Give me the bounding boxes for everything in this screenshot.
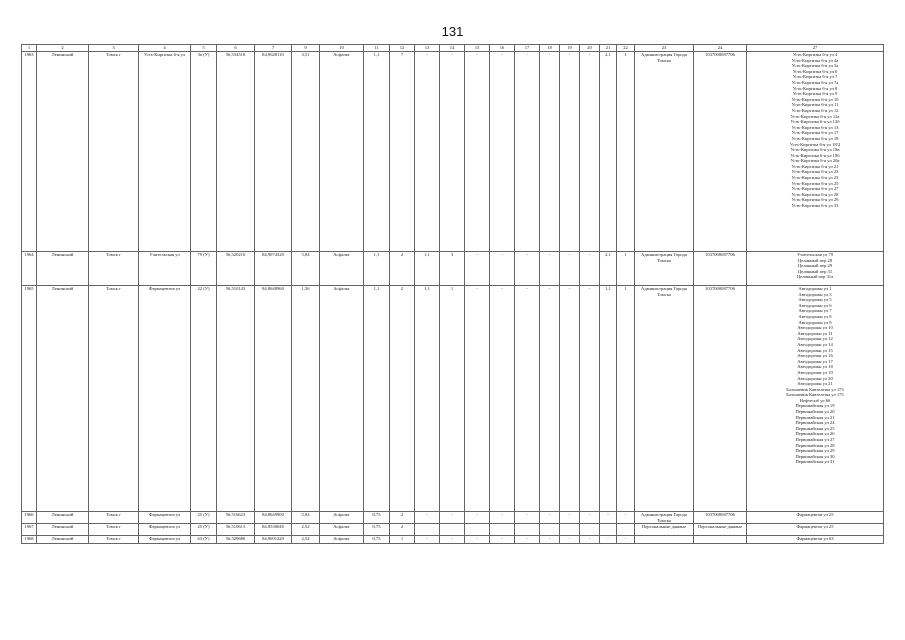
table-cell: Асфальт	[320, 512, 364, 524]
table-cell: -	[617, 512, 635, 524]
table-cell: -	[440, 536, 465, 544]
address-item: Автодорожн ул 11	[797, 330, 833, 336]
table-cell: 1965	[22, 286, 37, 512]
address-item: Автодорожн ул 15	[797, 347, 833, 353]
address-item: Автодорожн ул 18	[797, 364, 833, 370]
table-cell: Администрация Города Томска	[635, 286, 694, 512]
table-cell: 2	[390, 286, 415, 512]
column-number: 15	[465, 45, 490, 52]
table-cell: -	[440, 512, 465, 524]
column-number: 1	[22, 45, 37, 52]
page-number: 131	[441, 24, 464, 39]
table-cell: -	[490, 286, 515, 512]
table-cell: 0,75	[364, 536, 390, 544]
table-cell: -	[600, 536, 617, 544]
table-cell: Усть-Киргизка 6-я ул	[139, 52, 191, 252]
table-cell: 56,510613	[217, 524, 255, 536]
table-cell: -	[540, 52, 560, 252]
address-item: Фармацевтов ул 25	[796, 524, 834, 530]
table-cell: 2	[390, 524, 415, 536]
table-cell: 1	[440, 286, 465, 512]
table-cell: -	[415, 536, 440, 544]
table-cell: 1037000087706	[694, 512, 747, 524]
table-cell: Учительская ул	[139, 252, 191, 286]
table-cell: -	[600, 512, 617, 524]
address-item: Автодорожн ул 12	[797, 336, 833, 342]
table-cell: 2,1	[600, 52, 617, 252]
address-item: Автодорожн ул 20	[797, 375, 833, 381]
address-item: Усть-Киргизка 6-я ул 18в	[790, 147, 840, 153]
address-item: Учительская ул 79	[796, 252, 834, 257]
column-number: 18	[540, 45, 560, 52]
table-row	[22, 512, 884, 524]
address-item: Усть-Киргизка 6-я ул 18б	[790, 152, 840, 158]
table-cell	[635, 536, 694, 544]
address-item: Автодорожн ул 10	[797, 325, 833, 331]
table-cell	[560, 524, 580, 536]
address-item: Первомайская ул 31	[795, 459, 835, 465]
table-cell: 1964	[22, 252, 37, 286]
address-item: Усть-Киргизка 6-я ул 25	[791, 180, 839, 186]
table-cell: 1037000087706	[694, 52, 747, 252]
address-item: Первомайская ул 20	[795, 409, 835, 415]
table-cell: Администрация Города Томска	[635, 252, 694, 286]
table-cell: 1037000087706	[694, 286, 747, 512]
address-item: Первомайская ул 21	[795, 414, 835, 420]
address-item: Усть-Киргизка 6-я ул 7а	[791, 79, 839, 85]
table-cell: 2,1	[600, 252, 617, 286]
table-cell: Администрация Города Томска	[635, 512, 694, 524]
address-item: Первомайская ул 26	[795, 431, 835, 437]
table-cell: 2	[390, 252, 415, 286]
table-cell: -	[560, 252, 580, 286]
table-cell: Томск г	[89, 52, 139, 252]
table-cell: 56,520210	[217, 252, 255, 286]
table-cell: Фармацевтов ул	[139, 524, 191, 536]
address-item: Усть-Киргизка 6-я ул 6	[792, 68, 838, 74]
address-list	[747, 536, 884, 544]
table-cell: Асфальт	[320, 536, 364, 544]
table-cell	[515, 524, 540, 536]
table-cell: -	[540, 252, 560, 286]
table-cell: -	[580, 286, 600, 512]
column-number: 19	[560, 45, 580, 52]
table-cell	[540, 524, 560, 536]
address-item: Большевик Кавтелеша ул 173	[786, 386, 844, 392]
table-cell: Асфальт	[320, 252, 364, 286]
address-item: Усть-Киргизка 6-я ул 20а	[790, 158, 840, 164]
column-number-row	[22, 45, 884, 52]
table-cell: 25 (У)	[191, 512, 217, 524]
table-cell: -	[440, 52, 465, 252]
address-item: Первомайская ул 29	[795, 448, 835, 454]
table-cell: 1	[617, 252, 635, 286]
table-cell: -	[490, 52, 515, 252]
table-cell: 84,8530040	[255, 524, 292, 536]
column-number: 4	[139, 45, 191, 52]
address-item: Усть-Киргизка 6-я ул 12	[791, 107, 839, 113]
table-cell: -	[515, 252, 540, 286]
address-item: Автодорожн ул 3	[798, 291, 832, 297]
table-cell: 1,1	[415, 252, 440, 286]
address-item: Усть-Киргизка 6-я ул 9	[792, 91, 838, 97]
table-cell: 0,75	[364, 524, 390, 536]
address-item: Усть-Киргизка 6-я ул 29	[791, 197, 839, 203]
table-cell: -	[465, 536, 490, 544]
table-cell: -	[415, 52, 440, 252]
table-cell: 56,534518	[217, 52, 255, 252]
column-number: 27	[747, 45, 884, 52]
table-cell: 0,75	[364, 512, 390, 524]
address-item: Первомайская ул 19	[795, 403, 835, 409]
address-item: Автодорожн ул 21	[797, 381, 833, 387]
address-item: Усть-Киргизка 6-я ул 28	[791, 191, 839, 197]
table-cell: Томск г	[89, 252, 139, 286]
column-number: 6	[217, 45, 255, 52]
table-cell: Фармацевтов ул	[139, 286, 191, 512]
address-item: Автодорожн ул 8	[798, 313, 832, 319]
table-cell: 79 (У)	[191, 252, 217, 286]
address-item: Автодорожн ул 5	[798, 297, 832, 303]
address-list	[747, 524, 884, 536]
address-item: Автодорожн ул 9	[798, 319, 832, 325]
table-cell: Ленинский	[37, 52, 89, 252]
table-cell: 1,1	[364, 52, 390, 252]
register-body	[22, 45, 884, 544]
table-cell: 1967	[22, 524, 37, 536]
address-list	[747, 252, 884, 286]
table-row	[22, 52, 884, 252]
table-cell: -	[465, 512, 490, 524]
table-cell	[490, 524, 515, 536]
table-cell: 56,510143	[217, 286, 255, 512]
table-cell: -	[515, 52, 540, 252]
table-cell: Томск г	[89, 286, 139, 512]
table-cell	[440, 524, 465, 536]
table-cell: Асфальт	[320, 52, 364, 252]
table-cell: 5,04	[292, 252, 320, 286]
table-cell: 84,8649900	[255, 512, 292, 524]
table-cell: 25 (У)	[191, 524, 217, 536]
address-item: Большевик Кавтелеша ул 175	[786, 392, 844, 398]
table-cell	[580, 524, 600, 536]
address-item: Усть-Киргизка 6-я ул 12а	[790, 113, 840, 119]
address-item: Усть-Киргизка 6-я ул 23	[791, 169, 839, 175]
table-cell: 1966	[22, 512, 37, 524]
table-cell: -	[490, 536, 515, 544]
table-cell: -	[515, 512, 540, 524]
table-cell: 1963	[22, 52, 37, 252]
column-number: 9	[292, 45, 320, 52]
table-cell: Асфальт	[320, 286, 364, 512]
table-cell: Ленинский	[37, 524, 89, 536]
column-number: 20	[580, 45, 600, 52]
table-row	[22, 286, 884, 512]
address-item: Первомайская ул 28	[795, 442, 835, 448]
table-cell: 22 (У)	[191, 286, 217, 512]
column-number: 22	[617, 45, 635, 52]
table-cell: -	[617, 536, 635, 544]
address-item: Усть-Киргизка 6-я ул 4а	[791, 57, 839, 63]
table-cell: Ленинский	[37, 536, 89, 544]
table-cell: -	[415, 512, 440, 524]
table-cell: -	[540, 286, 560, 512]
address-item: Целинный пер 29	[797, 263, 833, 269]
address-item: Первомайская ул 27	[795, 437, 835, 443]
table-cell: Томск г	[89, 524, 139, 536]
table-cell: 56,529680	[217, 536, 255, 544]
table-cell: 84,9691220	[255, 536, 292, 544]
table-cell: Ленинский	[37, 512, 89, 524]
address-item: Целинный пер 28	[797, 257, 833, 263]
column-number: 12	[390, 45, 415, 52]
address-item: Автодорожн ул 6	[798, 302, 832, 308]
address-item: Усть-Киргизка 6-я ул 5а	[791, 63, 839, 69]
table-cell: 1,56	[292, 286, 320, 512]
address-item: Усть-Киргизка 6-я ул 8	[792, 85, 838, 91]
table-cell: -	[490, 252, 515, 286]
address-item: Автодорожн ул 17	[797, 358, 833, 364]
table-cell: -	[580, 512, 600, 524]
table-cell: -	[560, 52, 580, 252]
address-list	[747, 52, 884, 252]
table-cell: Персональные данные	[635, 524, 694, 536]
address-item: Нефтесиб ул 66	[799, 397, 831, 403]
address-item: Первомайская ул 30	[795, 453, 835, 459]
column-number: 7	[255, 45, 292, 52]
table-cell	[617, 524, 635, 536]
table-cell: 3а (У)	[191, 52, 217, 252]
address-item: Фармацевтов ул 25	[796, 512, 834, 517]
table-cell	[694, 536, 747, 544]
column-number: 10	[320, 45, 364, 52]
table-row	[22, 252, 884, 286]
table-cell: 2,52	[292, 524, 320, 536]
table-cell: 3	[440, 252, 465, 286]
table-cell: -	[580, 252, 600, 286]
table-cell: Томск г	[89, 512, 139, 524]
table-cell: Фармацевтов ул	[139, 512, 191, 524]
column-number: 21	[600, 45, 617, 52]
table-cell: -	[580, 536, 600, 544]
address-item: Фармацевтов ул 63	[796, 536, 834, 542]
table-cell: 1,1	[364, 252, 390, 286]
table-cell: Ленинский	[37, 252, 89, 286]
table-cell: -	[515, 536, 540, 544]
table-cell: 7	[390, 52, 415, 252]
address-item: Усть-Киргизка 6-я ул 7	[792, 74, 838, 80]
address-item: Усть-Киргизка 6-я ул 33	[791, 203, 839, 209]
table-cell: -	[465, 286, 490, 512]
table-cell: 1,1	[364, 286, 390, 512]
address-item: Целинный пер 31	[797, 268, 833, 274]
table-cell: 3,51	[292, 52, 320, 252]
column-number: 23	[635, 45, 694, 52]
table-row	[22, 524, 884, 536]
table-cell: 84,8648960	[255, 286, 292, 512]
address-item: Первомайская ул 25	[795, 425, 835, 431]
column-number: 2	[37, 45, 89, 52]
table-cell: -	[560, 536, 580, 544]
column-number: 11	[364, 45, 390, 52]
table-cell: -	[465, 252, 490, 286]
address-item: Усть-Киргизка 6-я ул 4	[792, 52, 838, 57]
address-item: Усть-Киргизка 6-я ул 23	[791, 175, 839, 181]
table-cell: -	[465, 52, 490, 252]
table-cell: 1	[390, 536, 415, 544]
table-cell: 63 (У)	[191, 536, 217, 544]
table-cell: 1,1	[600, 286, 617, 512]
table-cell: Ленинский	[37, 286, 89, 512]
table-cell: 1,1	[415, 286, 440, 512]
column-number: 5	[191, 45, 217, 52]
address-item: Автодорожн ул 1	[798, 286, 832, 291]
table-cell	[415, 524, 440, 536]
address-list	[747, 286, 884, 512]
address-item: Целинный пер 31а	[796, 274, 834, 280]
address-item: Усть-Киргизка 6-я ул 10	[791, 96, 839, 102]
address-item: Усть-Киргизка 6-я ул 11	[791, 102, 839, 108]
table-cell: 1037000087706	[694, 252, 747, 286]
address-item: Первомайская ул 24	[795, 420, 835, 426]
table-cell: Асфальт	[320, 524, 364, 536]
table-cell: Персональные данные	[694, 524, 747, 536]
address-item: Усть-Киргизка 6-я ул 21	[791, 163, 839, 169]
table-cell: 5,04	[292, 512, 320, 524]
table-row	[22, 536, 884, 544]
address-item: Усть-Киргизка 6-я ул 17	[791, 130, 839, 136]
table-cell: 1	[617, 286, 635, 512]
table-cell: Администрация Города Томска	[635, 52, 694, 252]
table-cell: 84,9074320	[255, 252, 292, 286]
column-number: 16	[490, 45, 515, 52]
address-item: Усть-Киргизка 6-я ул 27	[791, 186, 839, 192]
table-cell: -	[515, 286, 540, 512]
table-cell: -	[560, 286, 580, 512]
table-cell	[465, 524, 490, 536]
address-list	[747, 512, 884, 524]
table-cell: -	[540, 512, 560, 524]
table-cell: -	[540, 536, 560, 544]
column-number: 13	[415, 45, 440, 52]
column-number: 14	[440, 45, 465, 52]
table-cell: 56,516623	[217, 512, 255, 524]
table-cell: 2	[390, 512, 415, 524]
table-cell: Фармацевтов ул	[139, 536, 191, 544]
address-item: Автодорожн ул 7	[798, 308, 832, 314]
register-table	[21, 44, 884, 544]
table-cell	[600, 524, 617, 536]
column-number: 3	[89, 45, 139, 52]
address-item: Автодорожн ул 16	[797, 353, 833, 359]
table-cell: 2,52	[292, 536, 320, 544]
address-item: Усть-Киргизка 6-я ул 18	[791, 135, 839, 141]
table-cell: -	[580, 52, 600, 252]
address-item: Автодорожн ул 19	[797, 369, 833, 375]
column-number: 17	[515, 45, 540, 52]
address-item: Автодорожн ул 14	[797, 341, 833, 347]
table-cell: 1	[617, 52, 635, 252]
address-item: Усть-Киргизка 6-я ул 18/2	[789, 141, 841, 147]
table-cell: 84,9628110	[255, 52, 292, 252]
address-item: Усть-Киргизка 6-я ул 13	[791, 124, 839, 130]
table-cell: 1968	[22, 536, 37, 544]
column-number: 24	[694, 45, 747, 52]
table-cell: Томск г	[89, 536, 139, 544]
address-item: Усть-Киргизка 6-я ул 12б	[790, 119, 840, 125]
table-cell: -	[560, 512, 580, 524]
table-cell: -	[490, 512, 515, 524]
